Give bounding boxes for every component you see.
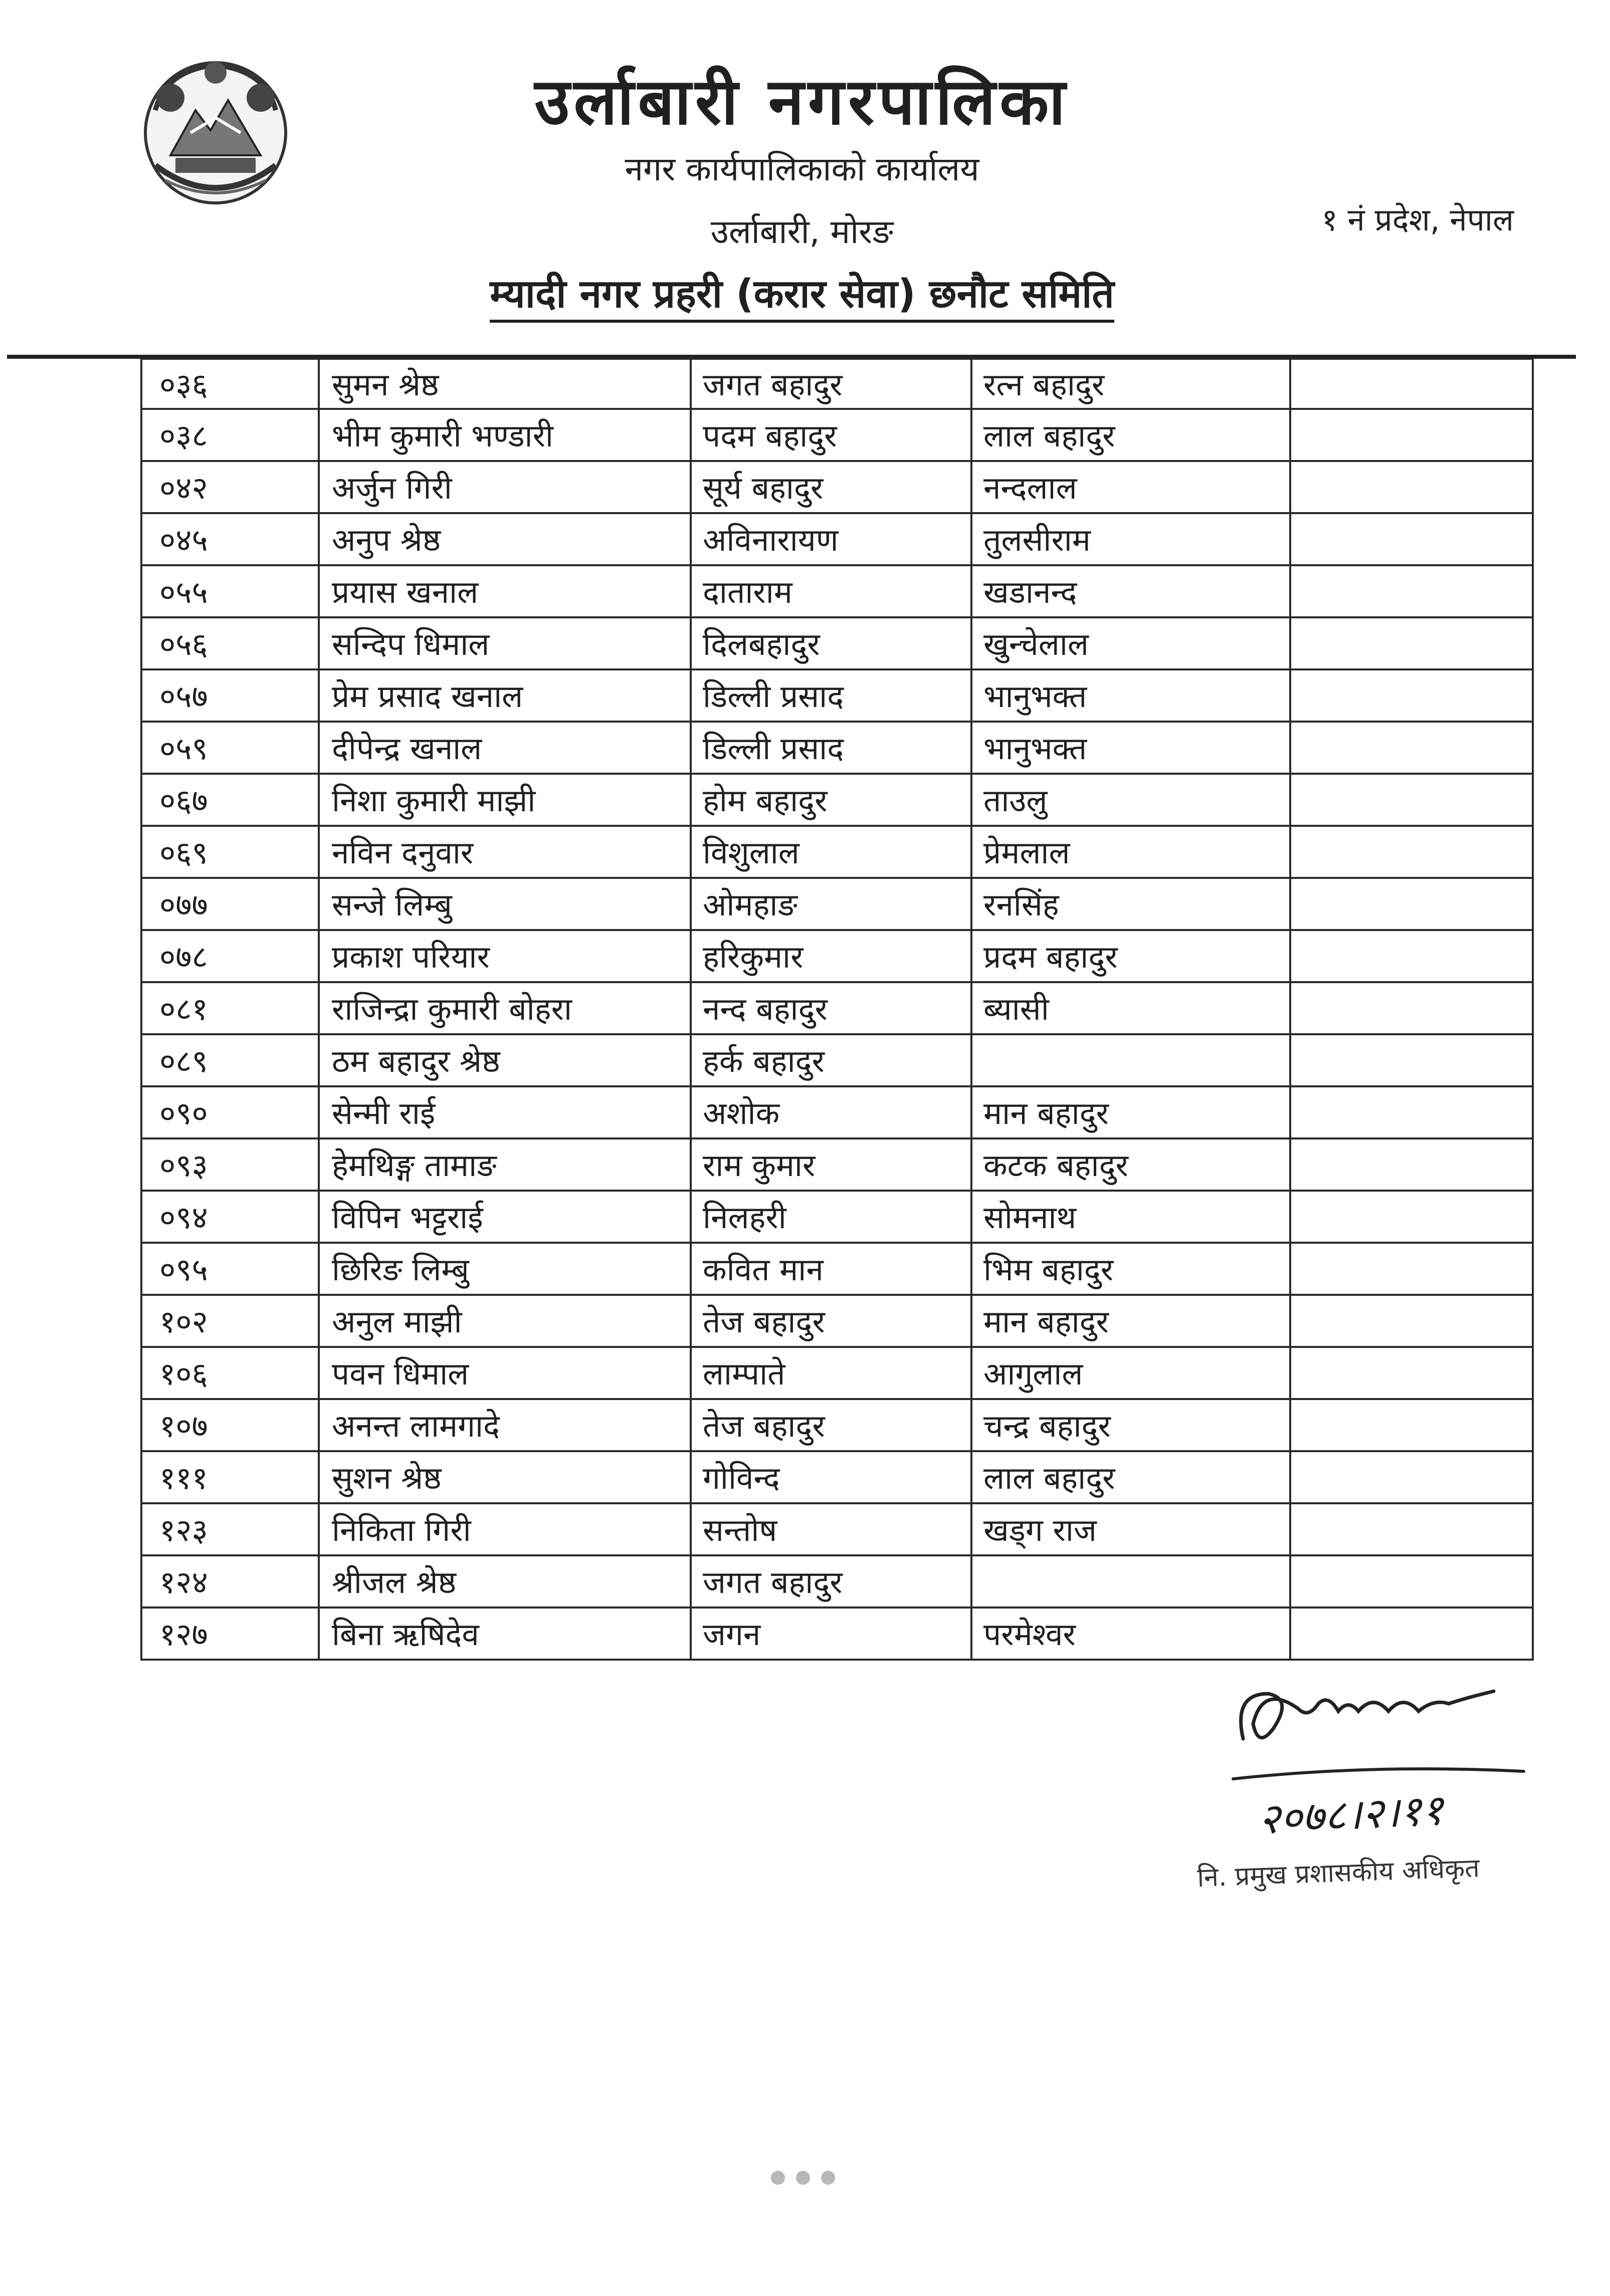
- cell-name: विपिन भट्टराई: [320, 1192, 692, 1242]
- cell-father: डिल्ली प्रसाद: [692, 670, 972, 721]
- candidate-table: [140, 358, 1534, 1681]
- cell-roll: ०६७: [142, 775, 320, 825]
- cell-remarks: [1291, 670, 1532, 721]
- cell-remarks: [1291, 1400, 1532, 1450]
- province-label: १ नं प्रदेश, नेपाल: [1321, 201, 1514, 238]
- cell-remarks: [1291, 1192, 1532, 1242]
- cell-remarks: [1291, 1139, 1532, 1190]
- cell-grandfather: खुन्चेलाल: [972, 618, 1291, 668]
- cell-roll: ०७८: [142, 931, 320, 981]
- committee-heading-text: म्यादी नगर प्रहरी (करार सेवा) छनौट समिति: [490, 272, 1114, 323]
- cell-remarks: [1291, 1556, 1532, 1606]
- cell-remarks: [1291, 566, 1532, 616]
- table-row: [140, 1556, 1534, 1609]
- office-address: उर्लाबारी, मोरङ: [710, 212, 894, 251]
- cell-father: तेज बहादुर: [692, 1296, 972, 1346]
- table-row: [140, 775, 1534, 827]
- table-row: [140, 1244, 1534, 1296]
- cell-name: अनुल माझी: [320, 1296, 692, 1346]
- page-dot: [771, 2171, 785, 2185]
- cell-roll: १११: [142, 1452, 320, 1502]
- cell-remarks: [1291, 1504, 1532, 1554]
- cell-grandfather: ब्यासी: [972, 983, 1291, 1033]
- nepal-emblem-icon: [135, 50, 296, 210]
- cell-remarks: [1291, 983, 1532, 1033]
- cell-name: छिरिङ लिम्बु: [320, 1244, 692, 1294]
- cell-grandfather: मान बहादुर: [972, 1296, 1291, 1346]
- signature-date: २०७८।२।११: [1257, 1785, 1445, 1844]
- cell-roll: ०५६: [142, 618, 320, 668]
- cell-remarks: [1291, 360, 1532, 408]
- table-row: [140, 931, 1534, 983]
- cell-remarks: [1291, 462, 1532, 512]
- cell-grandfather: [972, 1556, 1291, 1606]
- cell-remarks: [1291, 514, 1532, 564]
- cell-roll: ०४२: [142, 462, 320, 512]
- cell-roll: ०९३: [142, 1139, 320, 1190]
- cell-father: हरिकुमार: [692, 931, 972, 981]
- table-row: [140, 618, 1534, 670]
- cell-father: विशुलाल: [692, 827, 972, 877]
- cell-father: गोविन्द: [692, 1452, 972, 1502]
- cell-father: राम कुमार: [692, 1139, 972, 1190]
- cell-grandfather: [972, 1035, 1291, 1085]
- cell-grandfather: भानुभक्त: [972, 723, 1291, 773]
- table-row: [140, 358, 1534, 410]
- table-row: [140, 1504, 1534, 1556]
- cell-remarks: [1291, 1244, 1532, 1294]
- cell-roll: ०८९: [142, 1035, 320, 1085]
- table-row: [140, 410, 1534, 462]
- cell-grandfather: मान बहादुर: [972, 1087, 1291, 1137]
- cell-name: सेन्मी राई: [320, 1087, 692, 1137]
- cell-name: श्रीजल श्रेष्ठ: [320, 1556, 692, 1606]
- cell-roll: ०४५: [142, 514, 320, 564]
- table-row: [140, 1400, 1534, 1452]
- committee-heading: [301, 266, 1303, 319]
- cell-name: सन्दिप धिमाल: [320, 618, 692, 668]
- page-dot: [796, 2171, 810, 2185]
- cell-father: दाताराम: [692, 566, 972, 616]
- table-row: [140, 723, 1534, 775]
- cell-name: अर्जुन गिरी: [320, 462, 692, 512]
- cell-remarks: [1291, 1609, 1532, 1659]
- table-row: [140, 514, 1534, 566]
- cell-father: नन्द बहादुर: [692, 983, 972, 1033]
- cell-father: निलहरी: [692, 1192, 972, 1242]
- officer-title: नि. प्रमुख प्रशासकीय अधिकृत: [1196, 1853, 1480, 1893]
- table-row: [140, 1035, 1534, 1087]
- cell-remarks: [1291, 931, 1532, 981]
- cell-grandfather: चन्द्र बहादुर: [972, 1400, 1291, 1450]
- cell-grandfather: परमेश्वर: [972, 1609, 1291, 1659]
- cell-roll: १२४: [142, 1556, 320, 1606]
- cell-grandfather: कटक बहादुर: [972, 1139, 1291, 1190]
- cell-grandfather: लाल बहादुर: [972, 1452, 1291, 1502]
- table-row: [140, 566, 1534, 618]
- cell-father: सन्तोष: [692, 1504, 972, 1554]
- cell-grandfather: तुलसीराम: [972, 514, 1291, 564]
- cell-name: सन्जे लिम्बु: [320, 879, 692, 929]
- cell-grandfather: रत्न बहादुर: [972, 360, 1291, 408]
- cell-name: नविन दनुवार: [320, 827, 692, 877]
- cell-remarks: [1291, 1035, 1532, 1085]
- cell-name: राजिन्द्रा कुमारी बोहरा: [320, 983, 692, 1033]
- cell-father: लाम्पाते: [692, 1348, 972, 1398]
- cell-grandfather: रनसिंह: [972, 879, 1291, 929]
- cell-roll: ०५७: [142, 670, 320, 721]
- cell-remarks: [1291, 1348, 1532, 1398]
- cell-roll: ०५९: [142, 723, 320, 773]
- cell-father: हर्क बहादुर: [692, 1035, 972, 1085]
- table-row: [140, 1296, 1534, 1348]
- cell-roll: ०५५: [142, 566, 320, 616]
- table-row: [140, 462, 1534, 514]
- cell-name: भीम कुमारी भण्डारी: [320, 410, 692, 460]
- cell-remarks: [1291, 775, 1532, 825]
- cell-father: कवित मान: [692, 1244, 972, 1294]
- table-row: [140, 1452, 1534, 1504]
- cell-name: दीपेन्द्र खनाल: [320, 723, 692, 773]
- cell-name: प्रयास खनाल: [320, 566, 692, 616]
- cell-remarks: [1291, 879, 1532, 929]
- cell-roll: ०९५: [142, 1244, 320, 1294]
- table-row: [140, 1609, 1534, 1661]
- cell-roll: ०३८: [142, 410, 320, 460]
- cell-roll: १२७: [142, 1609, 320, 1659]
- cell-father: डिल्ली प्रसाद: [692, 723, 972, 773]
- cell-grandfather: लाल बहादुर: [972, 410, 1291, 460]
- cell-roll: ०३६: [142, 360, 320, 408]
- cell-remarks: [1291, 618, 1532, 668]
- cell-roll: ०७७: [142, 879, 320, 929]
- cell-grandfather: आगुलाल: [972, 1348, 1291, 1398]
- cell-father: होम बहादुर: [692, 775, 972, 825]
- cell-grandfather: भानुभक्त: [972, 670, 1291, 721]
- cell-father: जगन: [692, 1609, 972, 1659]
- cell-remarks: [1291, 410, 1532, 460]
- cell-father: पदम बहादुर: [692, 410, 972, 460]
- table-row: [140, 670, 1534, 723]
- cell-roll: ०८१: [142, 983, 320, 1033]
- cell-grandfather: नन्दलाल: [972, 462, 1291, 512]
- cell-roll: ०९०: [142, 1087, 320, 1137]
- cell-name: अनन्त लामगादे: [320, 1400, 692, 1450]
- cell-father: ओमहाङ: [692, 879, 972, 929]
- cell-grandfather: ताउलु: [972, 775, 1291, 825]
- cell-name: पवन धिमाल: [320, 1348, 692, 1398]
- cell-father: अविनारायण: [692, 514, 972, 564]
- cell-name: निशा कुमारी माझी: [320, 775, 692, 825]
- cell-grandfather: खड्ग राज: [972, 1504, 1291, 1554]
- cell-remarks: [1291, 1452, 1532, 1502]
- cell-remarks: [1291, 1087, 1532, 1137]
- cell-name: अनुप श्रेष्ठ: [320, 514, 692, 564]
- cell-name: निकिता गिरी: [320, 1504, 692, 1554]
- cell-roll: १०२: [142, 1296, 320, 1346]
- cell-name: सुमन श्रेष्ठ: [320, 360, 692, 408]
- cell-remarks: [1291, 827, 1532, 877]
- cell-grandfather: भिम बहादुर: [972, 1244, 1291, 1294]
- cell-father: तेज बहादुर: [692, 1400, 972, 1450]
- table-row: [140, 827, 1534, 879]
- cell-remarks: [1291, 1296, 1532, 1346]
- cell-grandfather: प्रेमलाल: [972, 827, 1291, 877]
- cell-father: जगत बहादुर: [692, 360, 972, 408]
- table-row: [140, 1087, 1534, 1139]
- cell-remarks: [1291, 723, 1532, 773]
- table-row: [140, 879, 1534, 931]
- cell-father: सूर्य बहादुर: [692, 462, 972, 512]
- table-row: [140, 983, 1534, 1035]
- cell-father: अशोक: [692, 1087, 972, 1137]
- cell-name: ठम बहादुर श्रेष्ठ: [320, 1035, 692, 1085]
- cell-father: जगत बहादुर: [692, 1556, 972, 1606]
- cell-name: बिना ऋषिदेव: [320, 1609, 692, 1659]
- municipality-title: उर्लाबारी नगरपालिका: [534, 65, 1070, 139]
- table-row: [140, 1139, 1534, 1192]
- cell-grandfather: खडानन्द: [972, 566, 1291, 616]
- cell-name: हेमथिङ्ग तामाङ: [320, 1139, 692, 1190]
- cell-father: दिलबहादुर: [692, 618, 972, 668]
- page-marker: [771, 2171, 835, 2185]
- cell-roll: ०६९: [142, 827, 320, 877]
- cell-roll: १२३: [142, 1504, 320, 1554]
- cell-grandfather: प्रदम बहादुर: [972, 931, 1291, 981]
- cell-roll: १०७: [142, 1400, 320, 1450]
- cell-roll: ०९४: [142, 1192, 320, 1242]
- cell-name: प्रकाश परियार: [320, 931, 692, 981]
- page-dot: [821, 2171, 835, 2185]
- table-row: [140, 1348, 1534, 1400]
- cell-roll: १०६: [142, 1348, 320, 1398]
- cell-grandfather: सोमनाथ: [972, 1192, 1291, 1242]
- office-name: नगर कार्यपालिकाको कार्यालय: [625, 150, 979, 188]
- cell-name: सुशन श्रेष्ठ: [320, 1452, 692, 1502]
- table-row: [140, 1192, 1534, 1244]
- cell-name: प्रेम प्रसाद खनाल: [320, 670, 692, 721]
